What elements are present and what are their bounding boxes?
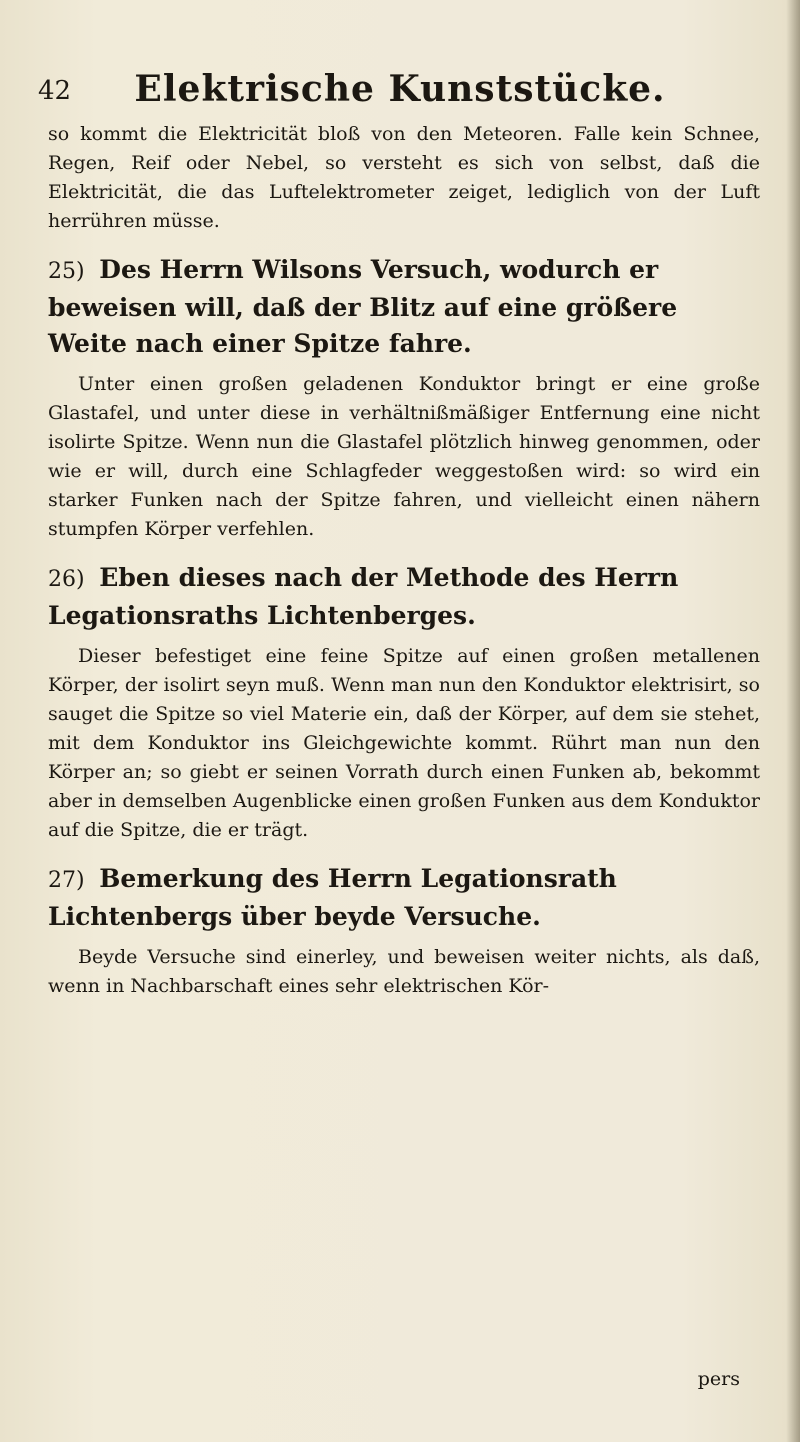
paragraph-continuation: so kommt die Elektricität bloß von den Meteoren. Falle kein Schnee, Regen, Reif oder Nebel, so versteht es sich von selbst, daß die Elektricität, die das Luftelektrometer zeiget, lediglich von der Luft herrühren müsse. — [48, 123, 760, 232]
section-number: 25) — [48, 259, 85, 284]
page-header — [30, 62, 770, 112]
paragraph-remark: Beyde Versuche sind einerley, und beweisen weiter nichts, als daß, wenn in Nachbarschaft eines sehr elektrischen Kör- — [48, 946, 760, 997]
section-title: Des Herrn Wilsons Versuch, wodurch er beweisen will, daß der Blitz auf eine größere Weite nach einer Spitze fahre. — [48, 255, 678, 358]
section-heading-27 — [48, 861, 760, 935]
catchword: pers — [697, 1368, 740, 1390]
section-title: Eben dieses nach der Methode des Herrn Legationsraths Lichtenberges. — [48, 563, 679, 630]
scan-edge-shadow — [786, 0, 800, 1442]
section-title: Bemerkung des Herrn Legationsrath Lichtenbergs über beyde Versuche. — [48, 864, 617, 931]
page-body — [48, 120, 760, 1009]
running-title: Elektrische Kunststücke. — [134, 68, 666, 110]
paragraph-wilson-experiment: Unter einen großen geladenen Konduktor bringt er eine große Glastafel, und unter diese in verhältnißmäßiger Entfernung eine nicht isolirte Spitze. Wenn nun die Glastafel plötzlich hinweg genommen, oder wie er will, durch eine Schlagfeder weggestoßen wird: so wird ein starker Funken nach der Spitze fahren, und vielleicht einen nähern stumpfen Körper verfehlen. — [48, 373, 760, 540]
paragraph-lichtenberg-method: Dieser befestiget eine feine Spitze auf einen großen metallenen Körper, der isolirt seyn muß. Wenn man nun den Konduktor elektrisirt, so sauget die Spitze so viel Materie ein, daß der Körper, auf dem sie stehet, mit dem Konduktor ins Gleichgewichte kommt. Rührt man nun den Körper an; so giebt er seinen Vorrath durch einen Funken ab, bekommt aber in demselben Augenblicke einen großen Funken aus dem Konduktor auf die Spitze, die er trägt. — [48, 645, 760, 841]
section-heading-26 — [48, 560, 760, 634]
section-heading-25 — [48, 252, 760, 362]
section-number: 27) — [48, 868, 85, 893]
section-number: 26) — [48, 567, 85, 592]
page-number: 42 — [38, 76, 72, 106]
